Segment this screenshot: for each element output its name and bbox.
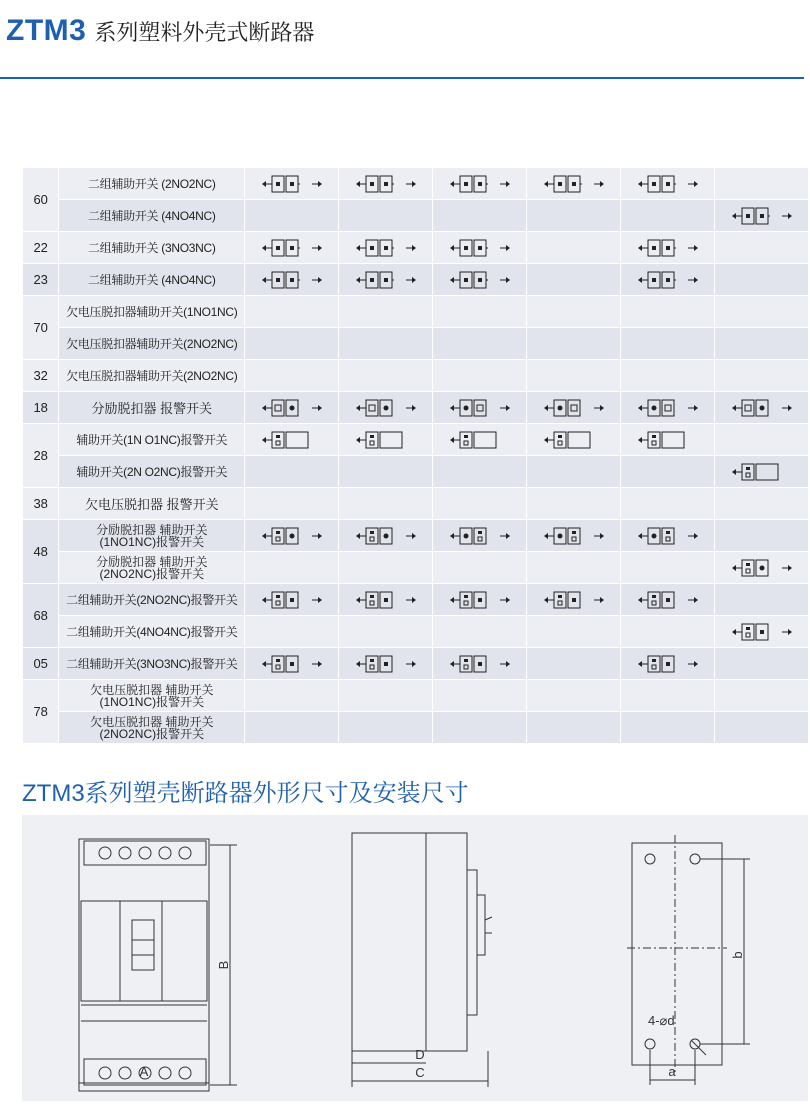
wiring-symbol-icon — [636, 238, 700, 258]
row-name-line: (2NO2NC)报警开关 — [99, 726, 205, 741]
row-name: 二组辅助开关 (4NO4NC) — [59, 200, 245, 232]
accessory-symbol-cell — [433, 296, 527, 328]
accessory-symbol-cell — [245, 200, 339, 232]
wiring-symbol-icon — [354, 398, 418, 418]
table-row — [23, 168, 809, 200]
row-code: 05 — [23, 648, 59, 680]
wiring-symbol-icon — [260, 398, 324, 418]
wiring-symbol-icon — [448, 398, 512, 418]
wiring-symbol-icon — [260, 270, 324, 290]
terminal-circle — [99, 847, 111, 859]
dim-A: A — [139, 1064, 149, 1079]
accessory-symbol-cell — [339, 616, 433, 648]
row-code: 68 — [23, 584, 59, 648]
wiring-symbol-icon — [448, 526, 512, 546]
accessory-symbol-cell — [527, 488, 621, 520]
row-name-line: 欠电压脱扣器 辅助开关 — [90, 714, 214, 729]
accessory-symbol-cell — [621, 328, 715, 360]
accessory-symbol-cell — [527, 296, 621, 328]
front-view-outline — [79, 839, 209, 1091]
terminal-circle — [159, 847, 171, 859]
page-header — [6, 14, 314, 50]
accessory-symbol-cell — [245, 424, 339, 456]
accessory-symbol-cell — [433, 552, 527, 584]
terminal-circle — [179, 847, 191, 859]
accessory-symbol-cell — [527, 456, 621, 488]
accessory-symbol-cell — [339, 296, 433, 328]
accessory-symbol-cell — [245, 520, 339, 552]
accessory-symbol-cell — [715, 680, 808, 712]
accessory-symbol-cell — [527, 648, 621, 680]
wiring-symbol-icon — [354, 270, 418, 290]
side-view-outline — [352, 833, 467, 1051]
row-name — [59, 552, 245, 584]
accessory-symbol-cell — [339, 328, 433, 360]
accessory-symbol-cell — [339, 552, 433, 584]
wiring-symbol-icon — [636, 590, 700, 610]
table-row — [23, 520, 809, 552]
accessory-symbol-cell — [245, 456, 339, 488]
accessory-symbol-cell — [245, 232, 339, 264]
accessory-symbol-cell — [339, 200, 433, 232]
accessory-symbol-cell — [715, 488, 808, 520]
accessory-symbol-cell — [527, 552, 621, 584]
accessory-symbol-cell — [621, 232, 715, 264]
wiring-symbol-icon — [636, 270, 700, 290]
accessory-symbol-cell — [433, 424, 527, 456]
wiring-symbol-icon — [636, 654, 700, 674]
accessory-symbol-cell — [245, 168, 339, 200]
table-row — [23, 424, 809, 456]
terminal-circle — [159, 1067, 171, 1079]
accessory-symbol-cell — [715, 232, 808, 264]
accessory-symbol-cell — [715, 360, 808, 392]
row-name-line: 欠电压脱扣器 辅助开关 — [90, 682, 214, 697]
terminal-circle — [119, 847, 131, 859]
accessory-symbol-cell — [621, 616, 715, 648]
accessory-symbol-cell — [339, 392, 433, 424]
table-row — [23, 712, 809, 744]
accessory-symbol-cell — [245, 488, 339, 520]
wiring-symbol-icon — [636, 174, 700, 194]
accessory-symbol-cell — [621, 360, 715, 392]
table-row — [23, 488, 809, 520]
row-name-line: (1NO1NC)报警开关 — [99, 534, 205, 549]
dim-C: C — [415, 1065, 425, 1080]
accessory-symbol-cell — [433, 680, 527, 712]
accessory-symbol-cell — [621, 392, 715, 424]
wiring-symbol-icon — [448, 174, 512, 194]
accessory-symbol-cell — [527, 232, 621, 264]
row-name: 欠电压脱扣器辅助开关(2NO2NC) — [59, 360, 245, 392]
row-name — [59, 520, 245, 552]
wiring-symbol-icon — [636, 398, 700, 418]
accessory-symbol-cell — [339, 424, 433, 456]
table-row — [23, 264, 809, 296]
accessory-symbol-cell — [339, 488, 433, 520]
accessory-symbol-cell — [339, 520, 433, 552]
accessory-symbol-cell — [245, 648, 339, 680]
wiring-symbol-icon — [354, 430, 418, 450]
accessory-symbol-cell — [245, 296, 339, 328]
accessory-symbol-cell — [527, 680, 621, 712]
terminal-circle — [119, 1067, 131, 1079]
wiring-symbol-icon — [730, 398, 794, 418]
accessory-symbol-cell — [433, 360, 527, 392]
accessory-symbol-cell — [245, 392, 339, 424]
accessory-symbol-cell — [245, 712, 339, 744]
accessory-symbol-cell — [621, 424, 715, 456]
dimension-drawing-panel — [22, 815, 808, 1101]
row-name-line: (1NO1NC)报警开关 — [99, 694, 205, 709]
wiring-symbol-icon — [542, 174, 606, 194]
table-row — [23, 360, 809, 392]
terminal-circle — [179, 1067, 191, 1079]
dim-B: B — [216, 960, 231, 970]
wiring-symbol-icon — [448, 654, 512, 674]
accessory-symbol-cell — [433, 232, 527, 264]
accessory-symbol-cell — [715, 392, 808, 424]
row-code: 78 — [23, 680, 59, 744]
wiring-symbol-icon — [260, 654, 324, 674]
accessory-symbol-cell — [433, 712, 527, 744]
row-name — [59, 680, 245, 712]
accessory-symbol-cell — [527, 360, 621, 392]
accessory-symbol-cell — [527, 168, 621, 200]
accessory-symbol-cell — [621, 712, 715, 744]
wiring-symbol-icon — [730, 558, 794, 578]
accessory-symbol-cell — [433, 392, 527, 424]
dimension-drawings — [22, 815, 808, 1101]
model-name: ZTM3 — [6, 14, 87, 47]
row-code: 18 — [23, 392, 59, 424]
table-row — [23, 200, 809, 232]
row-name-line: 分励脱扣器 辅助开关 — [96, 522, 208, 537]
accessory-symbol-cell — [433, 584, 527, 616]
row-name: 欠电压脱扣器辅助开关(2NO2NC) — [59, 328, 245, 360]
accessory-symbol-cell — [433, 328, 527, 360]
header-rule — [0, 77, 804, 79]
accessory-symbol-cell — [621, 264, 715, 296]
wiring-symbol-icon — [260, 590, 324, 610]
row-name: 分励脱扣器 报警开关 — [59, 392, 245, 424]
accessory-symbol-cell — [339, 712, 433, 744]
accessory-table — [22, 167, 808, 743]
accessory-symbol-cell — [433, 168, 527, 200]
accessory-symbol-cell — [621, 296, 715, 328]
wiring-symbol-icon — [448, 590, 512, 610]
table-row — [23, 392, 809, 424]
row-code: 60 — [23, 168, 59, 232]
accessory-symbol-cell — [715, 328, 808, 360]
dim-b: b — [730, 951, 745, 959]
accessory-symbol-cell — [527, 712, 621, 744]
wiring-symbol-icon — [354, 174, 418, 194]
accessory-symbol-cell — [621, 680, 715, 712]
table-row — [23, 680, 809, 712]
wiring-symbol-icon — [260, 238, 324, 258]
wiring-symbol-icon — [354, 238, 418, 258]
accessory-symbol-cell — [433, 200, 527, 232]
accessory-symbol-cell — [339, 680, 433, 712]
table-row — [23, 584, 809, 616]
table-row — [23, 552, 809, 584]
accessory-symbol-cell — [715, 296, 808, 328]
accessory-symbol-cell — [245, 360, 339, 392]
row-name: 欠电压脱扣器 报警开关 — [59, 488, 245, 520]
wiring-symbol-icon — [448, 270, 512, 290]
page-title: 系列塑料外壳式断路器 — [94, 20, 315, 45]
accessory-symbol-cell — [715, 712, 808, 744]
accessory-symbol-cell — [245, 552, 339, 584]
mounting-outline — [632, 843, 722, 1065]
accessory-symbol-cell — [527, 520, 621, 552]
row-code: 28 — [23, 424, 59, 488]
table-row — [23, 648, 809, 680]
accessory-symbol-cell — [245, 264, 339, 296]
accessory-symbol-cell — [621, 648, 715, 680]
accessory-symbol-cell — [715, 264, 808, 296]
wiring-symbol-icon — [354, 590, 418, 610]
wiring-symbol-icon — [636, 526, 700, 546]
accessory-symbol-cell — [339, 584, 433, 616]
accessory-symbol-cell — [527, 200, 621, 232]
row-name-line: 分励脱扣器 辅助开关 — [96, 554, 208, 569]
row-name: 二组辅助开关(4NO4NC)报警开关 — [59, 616, 245, 648]
wiring-symbol-icon — [260, 526, 324, 546]
accessory-symbol-cell — [527, 328, 621, 360]
accessory-symbol-cell — [621, 584, 715, 616]
accessory-symbol-cell — [245, 584, 339, 616]
wiring-symbol-icon — [542, 526, 606, 546]
accessory-symbol-cell — [527, 392, 621, 424]
accessory-symbol-cell — [433, 264, 527, 296]
row-name: 欠电压脱扣器辅助开关(1NO1NC) — [59, 296, 245, 328]
accessory-symbol-cell — [621, 456, 715, 488]
row-name: 二组辅助开关 (4NO4NC) — [59, 264, 245, 296]
wiring-symbol-icon — [542, 590, 606, 610]
dim-a: a — [668, 1064, 676, 1079]
accessory-symbol-cell — [339, 648, 433, 680]
wiring-symbol-icon — [448, 430, 512, 450]
accessory-symbol-cell — [527, 264, 621, 296]
row-code: 32 — [23, 360, 59, 392]
row-name: 辅助开关(1N O1NC)报警开关 — [59, 424, 245, 456]
accessory-symbol-cell — [621, 168, 715, 200]
row-name: 辅助开关(2N O2NC)报警开关 — [59, 456, 245, 488]
accessory-symbol-cell — [339, 360, 433, 392]
accessory-symbol-cell — [715, 168, 808, 200]
row-name — [59, 712, 245, 744]
accessory-symbol-cell — [245, 680, 339, 712]
row-code: 23 — [23, 264, 59, 296]
accessory-symbol-cell — [433, 456, 527, 488]
wiring-symbol-icon — [730, 206, 794, 226]
table-row — [23, 456, 809, 488]
accessory-symbol-cell — [527, 616, 621, 648]
row-name: 二组辅助开关 (3NO3NC) — [59, 232, 245, 264]
accessory-symbol-cell — [715, 552, 808, 584]
wiring-symbol-icon — [542, 430, 606, 450]
terminal-circle — [99, 1067, 111, 1079]
row-code: 70 — [23, 296, 59, 360]
wiring-symbol-icon — [636, 430, 700, 450]
accessory-symbol-cell — [433, 520, 527, 552]
accessory-symbol-cell — [621, 552, 715, 584]
accessory-symbol-cell — [245, 616, 339, 648]
table-row — [23, 232, 809, 264]
accessory-symbol-cell — [715, 616, 808, 648]
row-code: 22 — [23, 232, 59, 264]
accessory-symbol-cell — [339, 232, 433, 264]
terminal-circle — [139, 847, 151, 859]
row-name: 二组辅助开关 (2NO2NC) — [59, 168, 245, 200]
accessory-symbol-cell — [433, 488, 527, 520]
wiring-symbol-icon — [542, 398, 606, 418]
accessory-symbol-cell — [339, 456, 433, 488]
row-code: 48 — [23, 520, 59, 584]
dim-hole: 4-⌀d — [648, 1013, 675, 1028]
accessory-symbol-cell — [433, 616, 527, 648]
wiring-symbol-icon — [730, 462, 794, 482]
wiring-symbol-icon — [260, 430, 324, 450]
accessory-symbol-cell — [433, 648, 527, 680]
accessory-symbol-cell — [621, 520, 715, 552]
accessory-symbol-cell — [621, 200, 715, 232]
table-row — [23, 296, 809, 328]
row-code: 38 — [23, 488, 59, 520]
accessory-symbol-cell — [527, 584, 621, 616]
wiring-symbol-icon — [354, 526, 418, 546]
row-name: 二组辅助开关(2NO2NC)报警开关 — [59, 584, 245, 616]
table-row — [23, 328, 809, 360]
accessory-symbol-cell — [715, 456, 808, 488]
accessory-symbol-cell — [715, 424, 808, 456]
row-name-line: (2NO2NC)报警开关 — [99, 566, 205, 581]
accessory-symbol-cell — [527, 424, 621, 456]
accessory-symbol-cell — [339, 168, 433, 200]
accessory-symbol-cell — [245, 328, 339, 360]
accessory-symbol-cell — [621, 488, 715, 520]
row-name: 二组辅助开关(3NO3NC)报警开关 — [59, 648, 245, 680]
accessory-symbol-cell — [339, 264, 433, 296]
wiring-symbol-icon — [448, 238, 512, 258]
table-row — [23, 616, 809, 648]
accessory-symbol-cell — [715, 520, 808, 552]
wiring-symbol-icon — [260, 174, 324, 194]
accessory-symbol-cell — [715, 648, 808, 680]
wiring-symbol-icon — [354, 654, 418, 674]
dim-D: D — [415, 1047, 425, 1062]
accessory-symbol-cell — [715, 584, 808, 616]
dimension-section-title: ZTM3系列塑壳断路器外形尺寸及安装尺寸 — [22, 780, 469, 807]
accessory-symbol-cell — [715, 200, 808, 232]
wiring-symbol-icon — [730, 622, 794, 642]
